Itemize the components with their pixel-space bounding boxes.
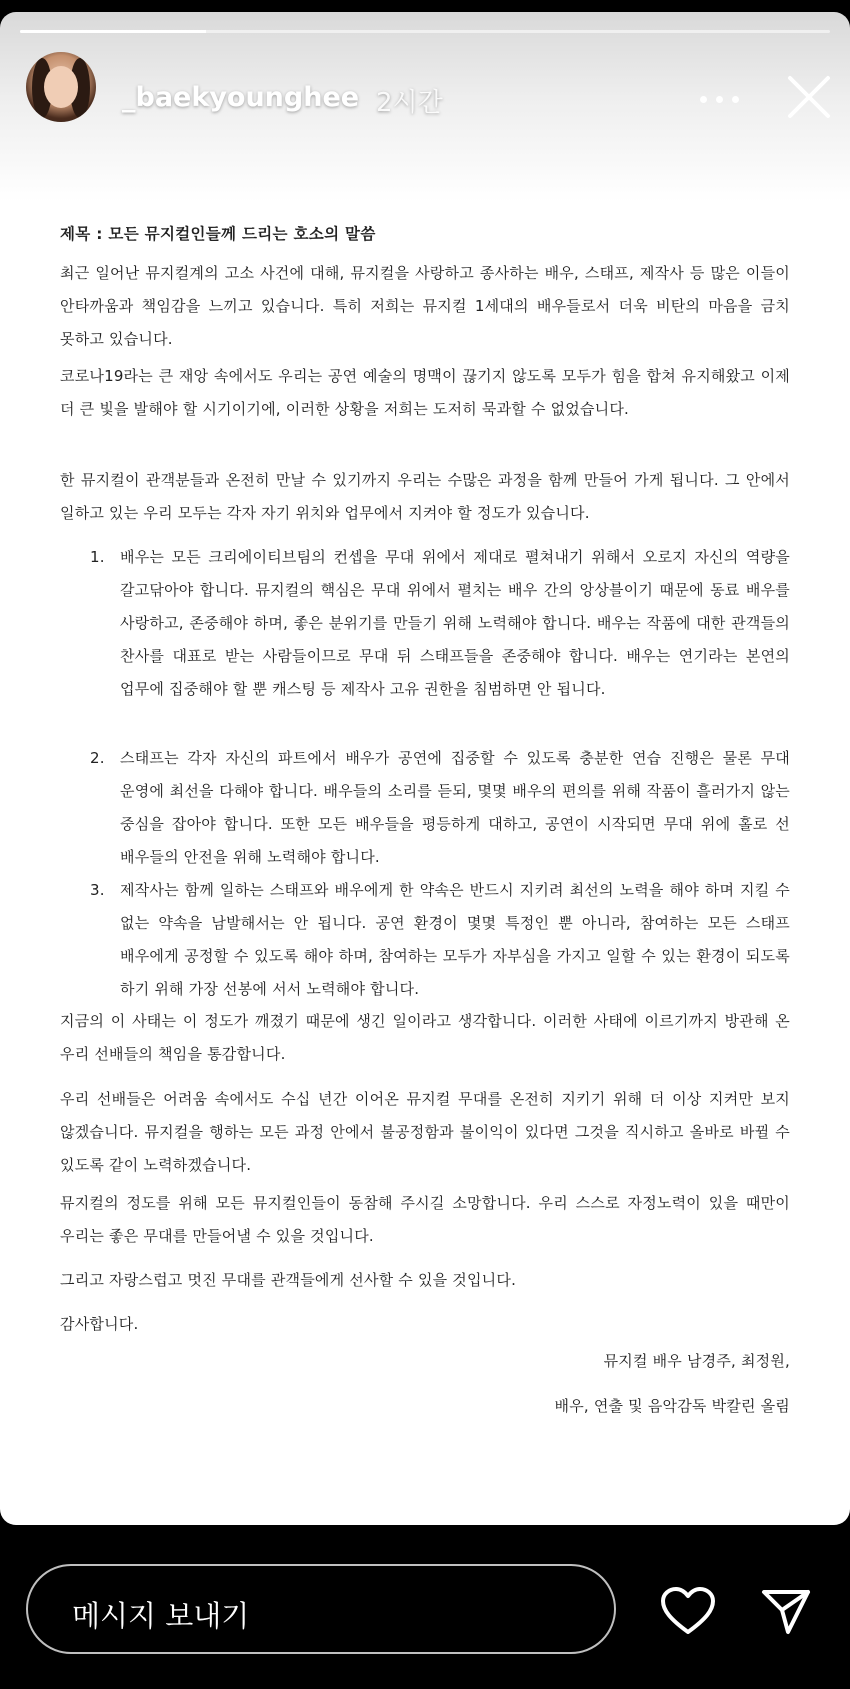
list-item-number: 1. bbox=[90, 548, 105, 566]
message-input[interactable] bbox=[26, 1564, 616, 1654]
paragraph: 우리 선배들은 어려움 속에서도 수십 년간 이어온 뮤지컬 무대를 온전히 지키기 위해 더 이상 지켜만 보지 않겠습니다. 뮤지컬을 행하는 모든 과정 안에서 불공정함과 불이익이 있다면 그것을 직시하고 올바로 바뀔 수 있도록 같이 노력하겠습니다. bbox=[60, 1090, 790, 1174]
send-icon[interactable] bbox=[760, 1586, 812, 1636]
paragraph: 최근 일어난 뮤지컬계의 고소 사건에 대해, 뮤지컬을 사랑하고 종사하는 배우, 스태프, 제작사 등 많은 이들이 안타까움과 책임감을 느끼고 있습니다. 특히 저희는 뮤지컬 1세대의 배우들로서 더욱 비탄의 마음을 금치 못하고 있습니다. bbox=[60, 264, 790, 348]
paragraph: 지금의 이 사태는 이 정도가 깨졌기 때문에 생긴 일이라고 생각합니다. 이러한 사태에 이르기까지 방관해 온 우리 선배들의 책임을 통감합니다. bbox=[60, 1012, 790, 1063]
signature-line: 배우, 연출 및 음악감독 박칼린 올림 bbox=[554, 1397, 790, 1415]
post-time: 2시간 bbox=[376, 88, 443, 118]
letter-document bbox=[0, 12, 850, 1525]
signature-line: 뮤지컬 배우 남경주, 최정원, bbox=[603, 1352, 790, 1370]
letter-title: 제목 : 모든 뮤지컬인들께 드리는 호소의 말씀 bbox=[60, 225, 376, 243]
list-item bbox=[90, 874, 790, 1006]
paragraph: 뮤지컬의 정도를 위해 모든 뮤지컬인들이 동참해 주시길 소망합니다. 우리 스스로 자정노력이 있을 때만이 우리는 좋은 무대를 만들어낼 수 있을 것입니다. bbox=[60, 1194, 790, 1245]
heart-icon[interactable] bbox=[660, 1586, 716, 1636]
list-item-text: 제작사는 함께 일하는 스태프와 배우에게 한 약속은 반드시 지키려 최선의 노력을 해야 하며 지킬 수 없는 약속을 남발해서는 안 됩니다. 공연 환경이 몇몇 특정인 뿐 아니라, 참여하는 모든 스태프 배우에게 공정할 수 있도록 해야 하며, 참여하는 모두가 자부심을 가지고 일할 수 있는 환경이 되도록 하기 위해 가장 선봉에 서서 노력해야 합니다. bbox=[120, 881, 790, 998]
list-item-number: 3. bbox=[90, 881, 105, 899]
message-placeholder: 메시지 보내기 bbox=[72, 1599, 250, 1633]
story-viewer[interactable] bbox=[0, 12, 850, 1525]
list-item-text: 배우는 모든 크리에이티브팀의 컨셉을 무대 위에서 제대로 펼쳐내기 위해서 오로지 자신의 역량을 갈고닦아야 합니다. 뮤지컬의 핵심은 무대 위에서 펼치는 배우 간의 앙상블이기 때문에 동료 배우를 사랑하고, 존중해야 하며, 좋은 분위기를 만들기 위해 노력해야 합니다. 배우는 작품에 대한 관객들의 찬사를 대표로 받는 사람들이므로 무대 뒤 스태프들을 존중해야 합니다. 배우는 연기라는 본연의 업무에 집중해야 할 뿐 캐스팅 등 제작사 고유 권한을 침범하면 안 됩니다. bbox=[120, 548, 790, 698]
paragraph: 감사합니다. bbox=[60, 1315, 139, 1333]
list-item-number: 2. bbox=[90, 749, 105, 767]
paragraph: 한 뮤지컬이 관객분들과 온전히 만날 수 있기까지 우리는 수많은 과정을 함께 만들어 가게 됩니다. 그 안에서 일하고 있는 우리 모두는 각자 자기 위치와 업무에서 지켜야 할 정도가 있습니다. bbox=[60, 471, 790, 522]
list-item bbox=[90, 541, 790, 706]
paragraph: 그리고 자랑스럽고 멋진 무대를 관객들에게 선사할 수 있을 것입니다. bbox=[60, 1271, 517, 1289]
username[interactable]: _baekyounghee bbox=[122, 82, 360, 113]
list-item-text: 스태프는 각자 자신의 파트에서 배우가 공연에 집중할 수 있도록 충분한 연습 진행은 물론 무대 운영에 최선을 다해야 합니다. 배우들의 소리를 듣되, 몇몇 배우의 편의를 위해 작품이 흘러가지 않는 중심을 잡아야 합니다. 또한 모든 배우들을 평등하게 대하고, 공연이 시작되면 무대 위에 홀로 선 배우들의 안전을 위해 노력해야 합니다. bbox=[120, 749, 790, 866]
list-item bbox=[90, 742, 790, 874]
paragraph: 코로나19라는 큰 재앙 속에서도 우리는 공연 예술의 명맥이 끊기지 않도록 모두가 힘을 합쳐 유지해왔고 이제 더 큰 빛을 발해야 할 시기이기에, 이러한 상황을 저희는 도저히 묵과할 수 없었습니다. bbox=[60, 367, 790, 418]
